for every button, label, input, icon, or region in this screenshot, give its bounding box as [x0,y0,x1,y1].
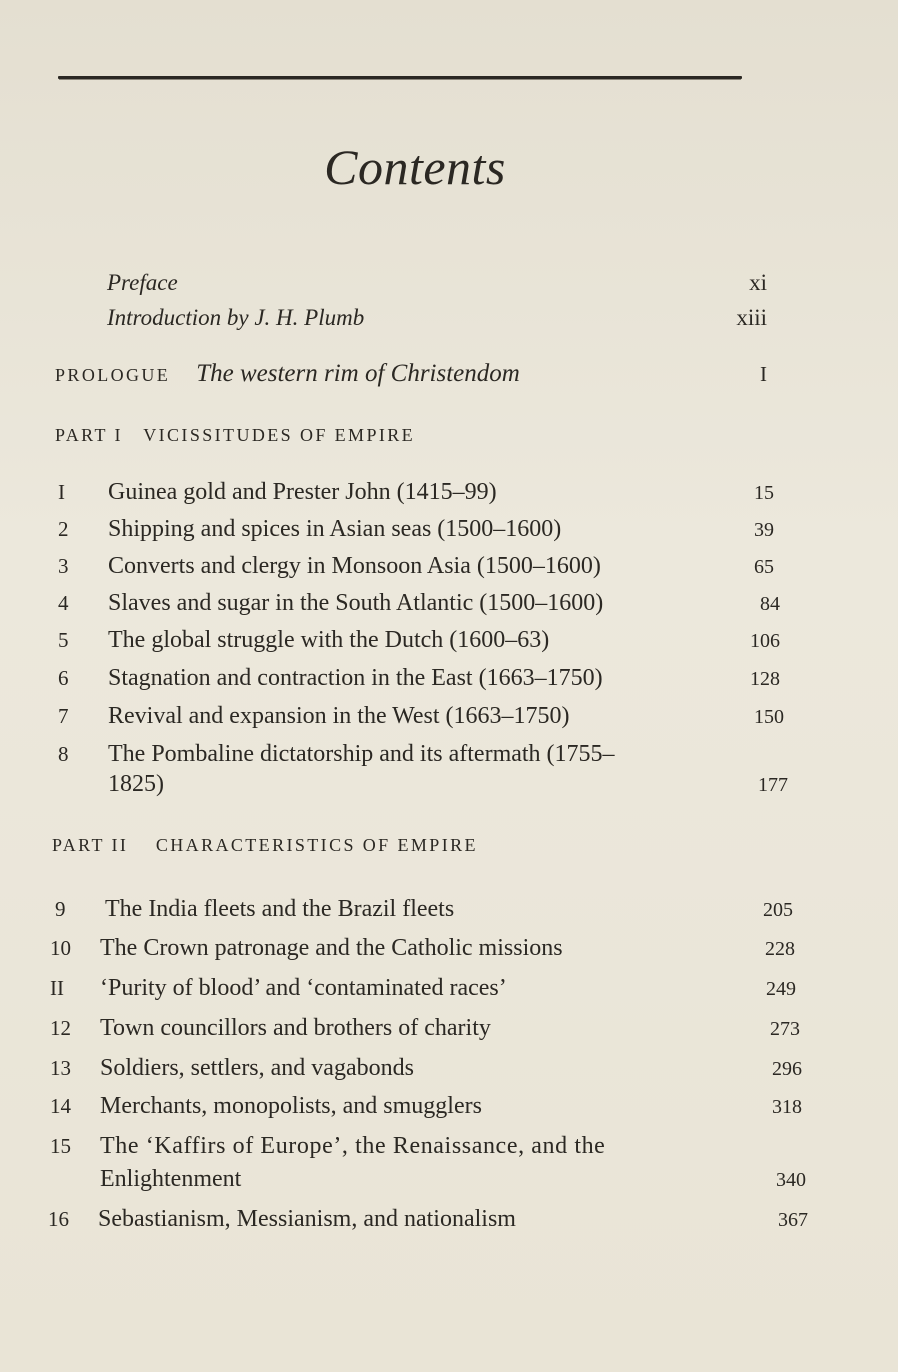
chapter-page: 318 [772,1096,802,1118]
chapter-title: The global struggle with the Dutch (1600–63) [108,627,550,653]
prologue-label: PROLOGUE [55,365,171,385]
front-matter-page: xiii [736,305,767,330]
front-matter-title: Introduction by J. H. Plumb [107,305,365,330]
prologue-entry [55,360,767,388]
prologue-title: The western rim of Christendom [196,360,520,387]
chapter-page: 367 [778,1209,808,1231]
chapter-title: Soldiers, settlers, and vagabonds [100,1055,414,1081]
chapter-page: 177 [758,774,788,796]
toc-entry [50,1130,750,1162]
toc-entry-continuation [58,768,788,800]
chapter-title: Converts and clergy in Monsoon Asia (1500–1600) [108,553,601,579]
chapter-title: Shipping and spices in Asian seas (1500–1600) [108,516,562,542]
toc-entry [58,550,774,582]
chapter-number: 14 [50,1094,71,1118]
chapter-title-continued: Enlightenment [100,1166,242,1192]
front-matter-page: xi [749,270,767,295]
chapter-page: 273 [770,1018,800,1040]
prologue-page: I [760,362,767,386]
part-title: CHARACTERISTICS OF EMPIRE [155,835,478,855]
chapter-number: 7 [58,704,69,728]
chapter-title: Guinea gold and Prester John (1415–99) [108,479,497,505]
toc-entry-continuation [50,1163,806,1195]
chapter-title: Slaves and sugar in the South Atlantic (1500–1600) [108,590,604,616]
chapter-page: 65 [754,556,774,578]
chapter-title-continued: 1825) [108,771,164,797]
chapter-number: 6 [58,666,69,690]
chapter-page: 249 [766,978,796,1000]
toc-entry [50,1012,800,1044]
part-title: VICISSITUDES OF EMPIRE [143,425,416,445]
chapter-number: 8 [58,742,69,766]
chapter-title: The Crown patronage and the Catholic missions [100,935,563,961]
chapter-page: 84 [760,593,780,615]
chapter-page: 106 [750,630,780,652]
chapter-title: The Pombaline dictatorship and its aftermath (1755– [108,741,615,767]
chapter-number: 4 [58,591,69,615]
part-heading-2 [52,835,478,856]
chapter-number: II [50,976,64,1000]
chapter-number: 13 [50,1056,71,1080]
header-rule [58,76,742,79]
chapter-title: The India fleets and the Brazil fleets [105,896,455,922]
toc-entry [58,587,780,619]
chapter-page: 150 [754,706,784,728]
chapter-title: Merchants, monopolists, and smugglers [100,1093,482,1119]
page-title: Contents [324,139,506,195]
chapter-title: Town councillors and brothers of charity [100,1015,491,1041]
toc-entry [58,624,780,656]
front-matter-introduction [107,305,767,331]
chapter-title: Stagnation and contraction in the East (1663–1750) [108,665,603,691]
chapter-number: 5 [58,628,69,652]
chapter-number: I [58,480,65,504]
toc-entry [58,700,784,732]
chapter-number: 3 [58,554,69,578]
toc-entry [50,1090,802,1122]
chapter-title: ‘Purity of blood’ and ‘contaminated races’ [100,975,507,1001]
part-label: PART II [52,835,129,855]
front-matter-preface [107,270,767,296]
toc-entry [48,1203,808,1235]
toc-entry [50,1052,802,1084]
chapter-number: 10 [50,936,71,960]
chapter-page: 39 [754,519,774,541]
chapter-page: 205 [763,899,793,921]
chapter-page: 15 [754,482,774,504]
toc-entry [58,476,774,508]
front-matter-title: Preface [107,270,178,295]
chapter-page: 340 [776,1169,806,1191]
chapter-title: Revival and expansion in the West (1663–1750) [108,703,570,729]
part-label: PART I [55,425,123,445]
toc-entry [55,893,793,925]
chapter-page: 296 [772,1058,802,1080]
toc-entry [58,513,774,545]
chapter-title: The ‘Kaffirs of Europe’, the Renaissance, and the [100,1133,606,1159]
chapter-page: 128 [750,668,780,690]
toc-entry [58,738,784,770]
chapter-number: 15 [50,1134,71,1158]
chapter-number: 2 [58,517,69,541]
chapter-page: 228 [765,938,795,960]
chapter-number: 9 [55,897,66,921]
toc-entry [50,972,796,1004]
toc-entry [50,932,795,964]
chapter-number: 16 [48,1207,69,1231]
part-heading-1 [55,425,415,446]
chapter-title: Sebastianism, Messianism, and nationalism [98,1206,516,1232]
chapter-number: 12 [50,1016,71,1040]
toc-entry [58,662,780,694]
